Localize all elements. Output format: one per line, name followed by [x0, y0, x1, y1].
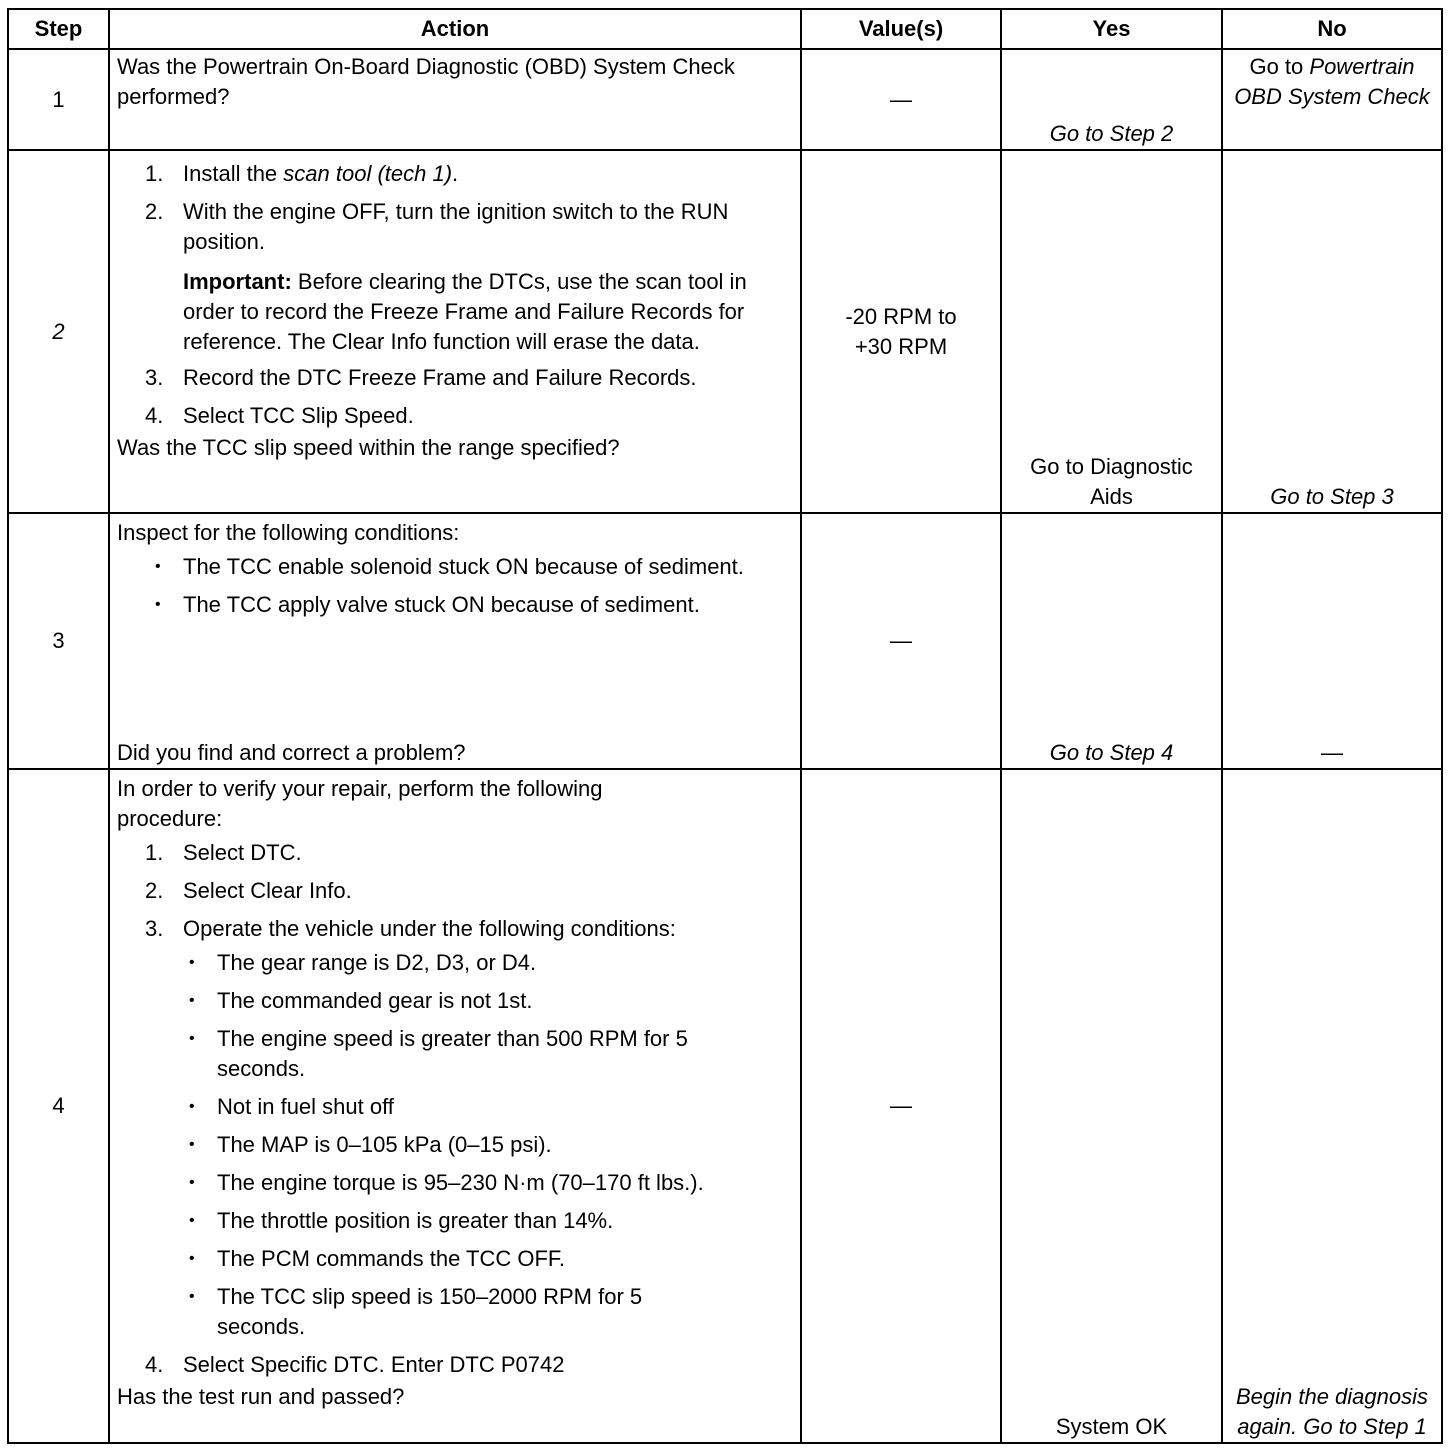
item-number: 4. — [145, 403, 164, 428]
header-action: Action — [109, 9, 801, 49]
table-row — [8, 49, 1442, 150]
action-body — [117, 518, 793, 628]
list-item: • The commanded gear is not 1st. — [117, 986, 793, 1016]
item-italic-text: scan tool (tech 1) — [283, 161, 453, 186]
item-number: 1. — [145, 161, 164, 186]
action-question: Did you find and correct a problem? — [117, 740, 466, 765]
table-row — [8, 150, 1442, 513]
list-item: • The PCM commands the TCC OFF. — [117, 1244, 793, 1274]
table-row — [8, 769, 1442, 1443]
list-item — [117, 401, 793, 431]
value-cell: — — [801, 49, 1001, 150]
list-item: • The gear range is D2, D3, or D4. — [117, 948, 793, 978]
no-cell: Go to Step 3 — [1222, 150, 1442, 513]
no-cell: — — [1222, 513, 1442, 769]
action-cell — [109, 49, 801, 150]
list-item: • The engine speed is greater than 500 RPM for 5 seconds. — [117, 1024, 793, 1084]
item-text: Select TCC Slip Speed. — [183, 403, 414, 428]
list-item: • The TCC apply valve stuck ON because of sediment. — [117, 590, 793, 620]
item-number: 2. — [145, 878, 164, 903]
table-row — [8, 513, 1442, 769]
action-question: Was the Powertrain On-Board Diagnostic (OBD) System Check performed? — [117, 54, 735, 109]
item-number: 1. — [145, 840, 164, 865]
item-number: 3. — [145, 365, 164, 390]
yes-cell: Go to Diagnostic Aids — [1001, 150, 1222, 513]
no-cell: Begin the diagnosis again. Go to Step 1 — [1222, 769, 1442, 1443]
value-cell: — — [801, 769, 1001, 1443]
value-cell — [801, 150, 1001, 513]
diagnostic-table — [7, 8, 1443, 1444]
header-step: Step — [8, 9, 109, 49]
procedure-list — [117, 363, 793, 431]
list-item: • The MAP is 0–105 kPa (0–15 psi). — [117, 1130, 793, 1160]
value-line: +30 RPM — [854, 333, 948, 359]
list-item: • The TCC enable solenoid stuck ON because of sediment. — [117, 552, 793, 582]
item-text: Operate the vehicle under the following conditions: — [183, 916, 676, 941]
header-row — [8, 9, 1442, 49]
operating-conditions-list — [183, 948, 793, 1342]
action-cell — [109, 769, 801, 1443]
item-text: With the engine OFF, turn the ignition switch to the RUN position. — [183, 199, 729, 254]
list-item — [117, 914, 793, 1342]
yes-cell: Go to Step 4 — [1001, 513, 1222, 769]
yes-cell: Go to Step 2 — [1001, 49, 1222, 150]
no-cell — [1222, 49, 1442, 150]
list-item — [117, 876, 793, 906]
step-number: 2 — [8, 150, 109, 513]
list-item — [117, 159, 793, 189]
action-cell — [109, 513, 801, 769]
list-item: • The engine torque is 95–230 N·m (70–170 ft lbs.). — [117, 1168, 793, 1198]
procedure-list — [117, 838, 793, 1380]
item-text: Select Specific DTC. Enter DTC P0742 — [183, 1352, 565, 1377]
item-text: Select Clear Info. — [183, 878, 352, 903]
important-label: Important: — [183, 269, 292, 294]
list-item — [117, 1350, 793, 1380]
list-item: • The throttle position is greater than 14%. — [117, 1206, 793, 1236]
list-item — [117, 197, 793, 257]
header-values: Value(s) — [801, 9, 1001, 49]
header-no: No — [1222, 9, 1442, 49]
list-item — [117, 838, 793, 868]
step-number: 3 — [8, 513, 109, 769]
list-item — [117, 363, 793, 393]
list-item: • Not in fuel shut off — [117, 1092, 793, 1122]
action-question: Was the TCC slip speed within the range specified? — [117, 435, 620, 460]
action-intro: Inspect for the following conditions: — [117, 520, 460, 545]
list-item: • The TCC slip speed is 150–2000 RPM for 5 seconds. — [117, 1282, 793, 1342]
action-cell — [109, 150, 801, 513]
step-number: 4 — [8, 769, 109, 1443]
action-question: Has the test run and passed? — [117, 1384, 405, 1409]
no-link-text: Powertrain OBD System Check — [1234, 54, 1430, 109]
important-text: Before clearing the DTCs, use the scan tool in order to record the Freeze Frame and Failure Records for reference. The Clear Info function will erase the data. — [183, 269, 747, 354]
condition-list — [117, 552, 793, 620]
item-text: Install the — [183, 161, 278, 186]
action-intro: In order to verify your repair, perform the following procedure: — [117, 776, 603, 831]
item-number: 2. — [145, 199, 164, 224]
item-number: 3. — [145, 916, 164, 941]
item-number: 4. — [145, 1352, 164, 1377]
item-text: Record the DTC Freeze Frame and Failure Records. — [183, 365, 697, 390]
value-cell: — — [801, 513, 1001, 769]
item-suffix: . — [452, 161, 459, 186]
value-line: -20 RPM to — [845, 303, 957, 329]
no-prefix: Go to — [1249, 54, 1304, 79]
important-note — [183, 267, 793, 357]
item-text: Select DTC. — [183, 840, 302, 865]
procedure-list — [117, 159, 793, 257]
step-number: 1 — [8, 49, 109, 150]
header-yes: Yes — [1001, 9, 1222, 49]
yes-cell: System OK — [1001, 769, 1222, 1443]
